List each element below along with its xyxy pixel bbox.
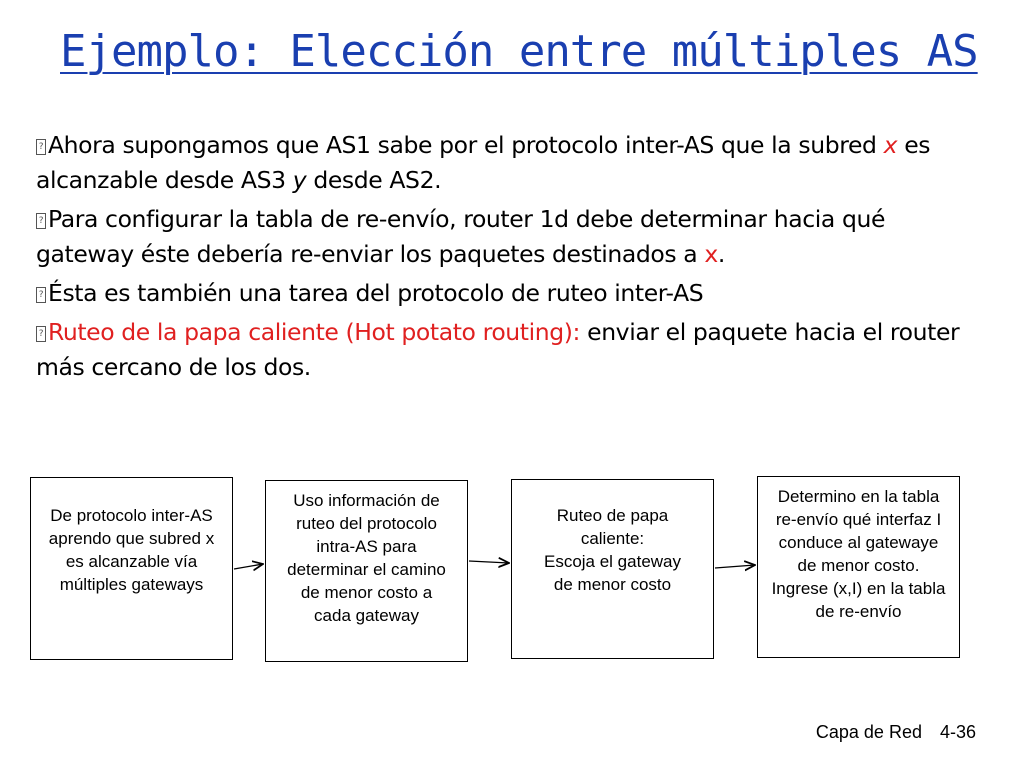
flow-line: intra-AS para <box>316 537 417 556</box>
hot-potato-term: Ruteo de la papa caliente (Hot potato routing) <box>48 318 573 346</box>
bullet-text: Para configurar la tabla de re-envío, router 1d debe determinar hacia qué gateway éste debería re-enviar los paquetes destinados a <box>36 205 886 268</box>
flow-line: de menor costo a <box>300 583 433 602</box>
bullet-marker-icon: ? <box>36 287 46 303</box>
flow-line: determinar el camino <box>287 560 446 579</box>
bullet-text: es alcanzable desde AS3 <box>36 131 931 194</box>
footer-page-number: 4-36 <box>939 722 976 742</box>
flow-line: múltiples gateways <box>59 575 204 594</box>
flow-line: Ruteo de papa <box>556 506 669 525</box>
arrow-right-icon <box>715 565 755 568</box>
flow-line: conduce al gatewaye <box>778 533 939 552</box>
flow-line: Uso información de <box>293 491 440 510</box>
bullet-marker-icon: ? <box>36 213 46 229</box>
slide-title: Ejemplo: Elección entre múltiples AS <box>60 26 978 77</box>
bullet-marker-icon: ? <box>36 139 46 155</box>
bullet-text: desde AS2. <box>306 166 442 194</box>
flow-line: es alcanzable vía <box>65 552 198 571</box>
flow-line: ruteo del protocolo <box>296 514 437 533</box>
bullet-text: Ésta es también una tarea del protocolo de ruteo inter-AS <box>48 279 704 307</box>
footer-section: Capa de Red <box>815 722 922 742</box>
arrow-right-icon <box>469 561 509 563</box>
flow-line: de re-envío <box>815 602 902 621</box>
bullet-text: . <box>717 240 725 268</box>
variable-x: x <box>704 240 718 268</box>
arrow-right-icon <box>234 564 263 569</box>
slide-footer <box>816 722 976 743</box>
variable-y: y <box>292 166 307 194</box>
flow-line: Determino en la tabla <box>777 487 940 506</box>
flow-line: Ingrese (x,I) en la tabla <box>771 579 946 598</box>
flow-line: re-envío qué interfaz I <box>775 510 942 529</box>
bullet-text: enviar el paquete hacia el router más cercano de los dos. <box>36 318 960 381</box>
bullet-text: Ahora supongamos que AS1 sabe por el protocolo inter-AS que la subred <box>48 131 884 159</box>
flow-line: Escoja el gateway <box>543 552 682 571</box>
flow-line: De protocolo inter-AS <box>50 506 213 525</box>
flow-line: caliente: <box>580 529 645 548</box>
bullet-marker-icon: ? <box>36 326 46 342</box>
term-colon: : <box>572 318 581 346</box>
flow-line: de menor costo. <box>797 556 920 575</box>
flow-line: de menor costo <box>553 575 672 594</box>
flow-line: aprendo que subred x <box>48 529 215 548</box>
flow-line: cada gateway <box>314 606 419 625</box>
variable-x: x <box>883 131 898 159</box>
